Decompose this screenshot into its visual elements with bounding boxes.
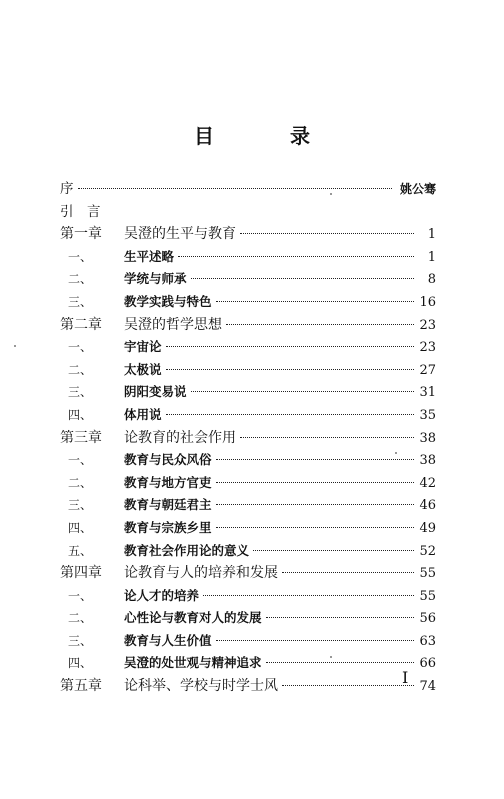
toc-number: 五、 [68,543,93,558]
toc-row-chapter [60,223,436,246]
scan-speck [330,656,332,658]
toc-row-chapter [60,562,436,585]
toc-row-chapter [60,314,436,337]
page-number: 31 [419,385,436,401]
toc-number: 三、 [68,633,93,648]
toc-row-section [60,652,436,675]
page-number: 27 [419,362,436,378]
dot-leader [266,617,414,618]
toc-number: 二、 [68,475,93,490]
toc-title: 论教育的社会作用 [124,429,236,446]
dot-leader [282,572,414,573]
page-number: 52 [419,543,436,559]
page-number: 23 [419,340,436,356]
page-number: 1 [427,249,436,265]
scan-speck [14,345,16,347]
dot-leader [282,685,414,686]
scan-speck [395,452,397,454]
dot-leader [216,504,414,505]
toc-number: 一、 [68,340,93,355]
toc-number: 二、 [68,272,93,287]
toc-title: 宇宙论 [124,339,162,355]
toc-number: 一、 [68,588,93,603]
toc-number: 三、 [68,385,93,400]
page-number: 8 [427,272,436,288]
toc-row-section [60,494,436,517]
page-number: 55 [419,588,436,604]
toc-number: 一、 [68,249,93,264]
toc-number: 三、 [68,498,93,513]
toc-title: 教育与民众风俗 [124,452,212,468]
page-number: 42 [419,475,436,491]
dot-leader [78,188,392,189]
toc-title: 教学实践与特色 [124,293,212,309]
toc-title: 吴澄的处世观与精神追求 [124,655,262,671]
toc-title: 阴阳变易说 [124,384,187,400]
toc-row-preface [60,178,436,201]
toc-title: 学统与师承 [124,271,187,287]
toc-number: 引 言 [60,203,101,220]
toc-row-section [60,336,436,359]
dot-leader [253,550,414,551]
toc-number: 第三章 [60,429,102,446]
toc-number: 四、 [68,656,93,671]
toc-title: 教育社会作用论的意义 [124,542,250,558]
dot-leader [216,527,414,528]
page-number: 56 [419,611,436,627]
dot-leader [266,662,414,663]
toc-title: 吴澄的哲学思想 [124,316,222,333]
page-number: 66 [419,656,436,672]
toc-title: 生平述略 [124,248,175,264]
dot-leader [240,233,414,234]
scan-speck [330,193,332,195]
page-number: 49 [419,520,436,536]
toc-title: 论教育与人的培养和发展 [124,565,278,582]
page-number: 46 [419,498,436,514]
toc-title: 吴澄的生平与教育 [124,226,236,243]
toc-row-section [60,630,436,653]
toc-row-chapter [60,675,436,698]
dot-leader [166,346,414,347]
dot-leader [216,459,414,460]
dot-leader [216,482,414,483]
toc-title: 教育与人生价值 [124,632,212,648]
toc-title: 论科举、学校与时学士风 [124,678,278,695]
dot-leader [240,437,414,438]
dot-leader [166,369,414,370]
toc-row-section [60,607,436,630]
toc-title: 论人才的培养 [124,587,200,603]
page-title: 目 录 [194,124,338,148]
page-number: 姚公骞 [399,182,436,196]
toc-number: 一、 [68,453,93,468]
toc-title: 体用说 [124,406,162,422]
page-number: 23 [419,317,436,333]
dot-leader [178,256,414,257]
dot-leader [191,278,414,279]
toc-row-section [60,359,436,382]
toc-number: 二、 [68,611,93,626]
toc-title: 太极说 [124,361,162,377]
page-number: 1 [427,227,436,243]
dot-leader [191,391,414,392]
toc-row-chapter [60,427,436,450]
toc-row-section [60,517,436,540]
dot-leader [216,301,414,302]
toc-number: 第五章 [60,678,102,695]
page-number: 55 [419,566,436,582]
toc-number: 四、 [68,407,93,422]
toc-number: 四、 [68,520,93,535]
dot-leader [216,640,414,641]
dot-leader [166,414,414,415]
toc-row-empty [60,201,436,224]
dot-leader [226,324,414,325]
toc-title: 心性论与教育对人的发展 [124,610,262,626]
toc-title: 教育与宗族乡里 [124,519,212,535]
toc-row-section [60,246,436,269]
toc-number: 序 [60,181,74,197]
toc-row-section [60,268,436,291]
page-number: 38 [419,453,436,469]
toc-number: 第一章 [60,226,102,243]
toc-number: 二、 [68,362,93,377]
toc-row-section [60,472,436,495]
toc-number: 第二章 [60,316,102,333]
page-number: 63 [419,633,436,649]
toc-title: 教育与地方官吏 [124,474,212,490]
toc-number: 第四章 [60,565,102,582]
page-number: 38 [419,430,436,446]
page-folio: I [402,668,409,687]
toc-row-section [60,449,436,472]
toc-row-section [60,585,436,608]
toc-list [60,178,436,698]
page-number: 35 [419,407,436,423]
page-number: 74 [419,679,436,695]
page-number: 16 [419,294,436,310]
toc-row-section [60,291,436,314]
toc-row-section [60,381,436,404]
toc-title: 教育与朝廷君主 [124,497,212,513]
toc-number: 三、 [68,294,93,309]
toc-row-section [60,540,436,563]
toc-row-section [60,404,436,427]
dot-leader [203,595,414,596]
